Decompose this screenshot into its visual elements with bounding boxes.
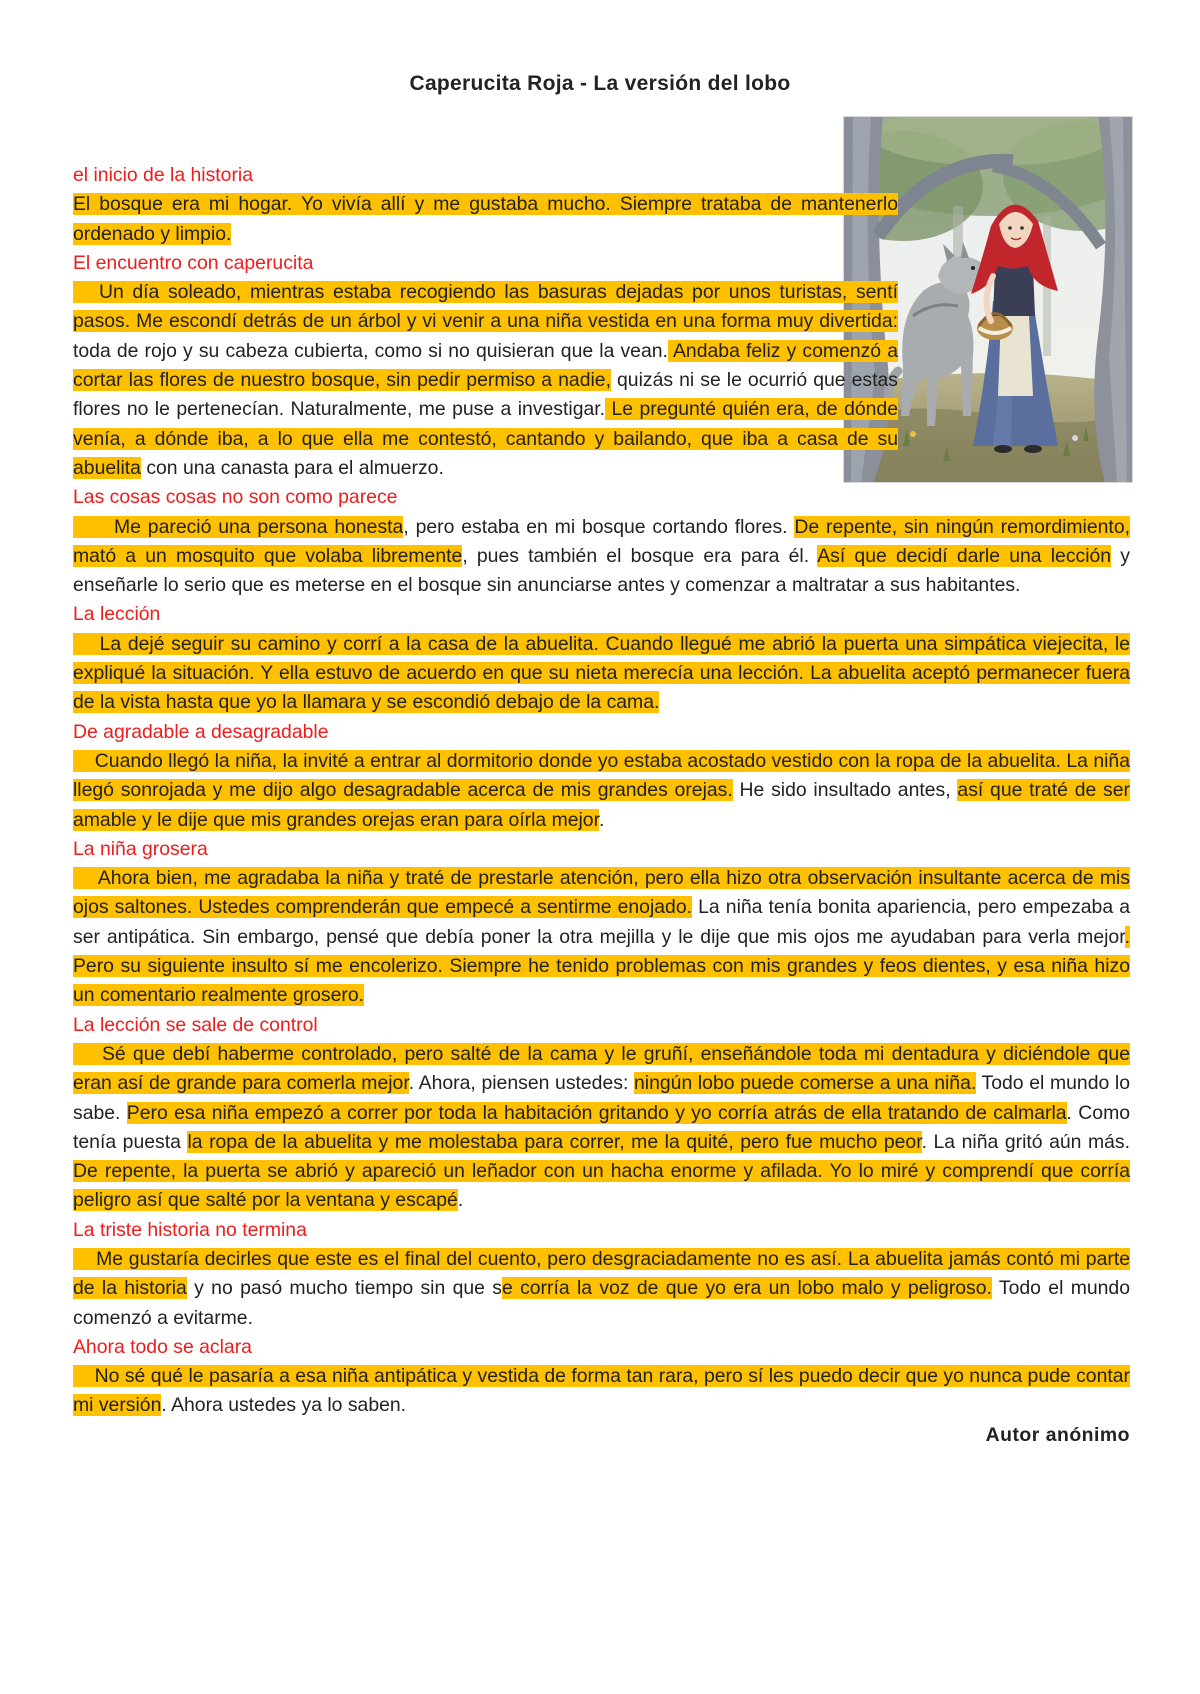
highlighted-text: De repente, sin ningún remordimiento, mató a un mosquito que volaba libremente bbox=[73, 515, 1130, 567]
section-heading: De agradable a desagradable bbox=[73, 720, 329, 743]
story-body bbox=[73, 161, 1130, 1450]
highlighted-text: Me pareció una persona honesta bbox=[73, 515, 404, 538]
highlighted-text: Me gustaría decirles que este es el final del cuento, pero desgraciadamente no es así. La abuelita jamás contó mi parte de la historia bbox=[73, 1247, 1130, 1300]
section-paragraph bbox=[73, 513, 1130, 601]
section-paragraph bbox=[73, 864, 1130, 1010]
highlighted-text: La dejé seguir su camino y corrí a la casa de la abuelita. Cuando llegué me abrió la puerta una simpática viejecita, le expliqué la situación. Y ella estuvo de acuerdo en que su nieta merecía una lección. La abuelita aceptó permanecer fuera de la vista hasta que yo la llamara y se escondió debajo de la cama. bbox=[73, 632, 1130, 714]
text-run: . Ahora, piensen ustedes: bbox=[408, 1072, 634, 1095]
section-paragraph bbox=[73, 630, 1130, 718]
text-run: . La niña gritó aún más. bbox=[921, 1130, 1131, 1153]
text-run: , pero estaba en mi bosque cortando flores. bbox=[403, 515, 795, 538]
section-heading: La lección bbox=[73, 603, 161, 626]
text-run: . bbox=[598, 808, 605, 831]
author-signature: Autor anónimo bbox=[985, 1423, 1130, 1446]
section-paragraph bbox=[73, 1040, 1130, 1216]
highlighted-text: Andaba feliz y comenzó a cortar las flores de nuestro bosque, sin pedir permiso a nadie, bbox=[73, 339, 898, 392]
section-paragraph bbox=[73, 1245, 1130, 1333]
section-heading: Las cosas cosas no son como parece bbox=[73, 486, 398, 509]
highlighted-text: así que traté de ser amable y le dije que mis grandes orejas eran para oírla mejor bbox=[73, 779, 1130, 831]
section-heading: El encuentro con caperucita bbox=[73, 251, 314, 274]
highlighted-text: El bosque era mi hogar. Yo vivía allí y me gustaba mucho. Siempre trataba de mantenerlo ordenado y limpio. bbox=[73, 193, 898, 245]
highlighted-text: De repente, la puerta se abrió y apareció un leñador con un hacha enorme y afilada. Yo lo miré y comprendí que corría peligro así que salté por la ventana y escapé bbox=[73, 1160, 1130, 1212]
highlighted-text: la ropa de la abuelita y me molestaba para correr, me la quité, pero fue mucho peor bbox=[187, 1130, 922, 1153]
section-heading: Ahora todo se aclara bbox=[73, 1335, 252, 1358]
section-heading: La niña grosera bbox=[73, 837, 208, 860]
text-run: Todo el mundo comenzó a evitarme. bbox=[73, 1277, 1130, 1329]
page-title: Caperucita Roja - La versión del lobo bbox=[409, 72, 791, 95]
text-run: He sido insultado antes, bbox=[732, 779, 958, 802]
section-paragraph bbox=[73, 190, 898, 249]
section-paragraph bbox=[73, 747, 1130, 835]
highlighted-text: . Pero su siguiente insulto sí me encolerizo. Siempre he tenido problemas con mis grandes y feos dientes, y esa niña hizo un comentario realmente grosero. bbox=[73, 925, 1130, 1007]
highlighted-text: Pero esa niña empezó a correr por toda la habitación gritando y yo corría atrás de ella tratando de calmarla bbox=[126, 1101, 1067, 1124]
highlighted-text: Ahora bien, me agradaba la niña y traté de prestarle atención, pero ella hizo otra observación insultante acerca de mis ojos saltones. Ustedes comprenderán que empecé a sentirme enojado. bbox=[73, 867, 1130, 919]
highlighted-text: Un día soleado, mientras estaba recogiendo las basuras dejadas por unos turistas, sentí pasos. Me escondí detrás de un árbol y vi venir a una niña vestida en una forma muy divertida: bbox=[73, 281, 898, 333]
highlighted-text: Así que decidí darle una lección bbox=[817, 544, 1112, 567]
section-heading: La triste historia no termina bbox=[73, 1218, 307, 1241]
highlighted-text: No sé qué le pasaría a esa niña antipática y vestida de forma tan rara, pero sí les puedo decir que yo nunca pude contar mi versión bbox=[73, 1365, 1130, 1417]
text-run: , pues también el bosque era para él. bbox=[462, 544, 818, 567]
section-paragraph bbox=[73, 278, 898, 483]
highlighted-text: Cuando llegó la niña, la invité a entrar al dormitorio donde yo estaba acostado vestido con la ropa de la abuelita. La niña llegó sonrojada y me dijo algo desagradable acerca de mis grandes orejas. bbox=[73, 749, 1130, 802]
highlighted-text: e corría la voz de que yo era un lobo malo y peligroso. bbox=[501, 1277, 992, 1300]
section-paragraph bbox=[73, 1362, 1130, 1421]
text-run: con una canasta para el almuerzo. bbox=[140, 456, 444, 479]
text-run: La niña tenía bonita apariencia, pero empezaba a ser antipática. Sin embargo, pensé que debía poner la otra mejilla y le dije que mis ojos me ayudaban para verla mejor bbox=[73, 896, 1130, 948]
text-run: toda de rojo y su cabeza cubierta, como si no quisieran que la vean. bbox=[73, 339, 668, 362]
text-run: . Como tenía puesta bbox=[73, 1101, 1131, 1153]
text-run: . Ahora ustedes ya lo saben. bbox=[161, 1394, 407, 1417]
text-run: y enseñarle lo serio que es meterse en el bosque sin anunciarse antes y comenzar a maltratar a sus habitantes. bbox=[73, 544, 1130, 597]
text-run: y no pasó mucho tiempo sin que s bbox=[186, 1277, 502, 1300]
highlighted-text: ningún lobo puede comerse a una niña. bbox=[634, 1072, 977, 1095]
text-run: . bbox=[457, 1189, 464, 1212]
text-run: quizás ni se le ocurrió que estas flores no le pertenecían. Naturalmente, me puse a investigar. bbox=[73, 369, 898, 421]
highlighted-text: Le pregunté quién era, de dónde venía, a dónde iba, a lo que ella me contestó, cantando y bailando, que iba a casa de su abuelita bbox=[73, 398, 898, 479]
section-heading: La lección se sale de control bbox=[73, 1013, 318, 1036]
text-run: Todo el mundo lo sabe. bbox=[73, 1072, 1131, 1124]
highlighted-text: Sé que debí haberme controlado, pero salté de la cama y le gruñí, enseñándole toda mi dentadura y diciéndole que eran así de grande para comerla mejor bbox=[73, 1042, 1130, 1095]
section-heading: el inicio de la historia bbox=[73, 164, 253, 186]
